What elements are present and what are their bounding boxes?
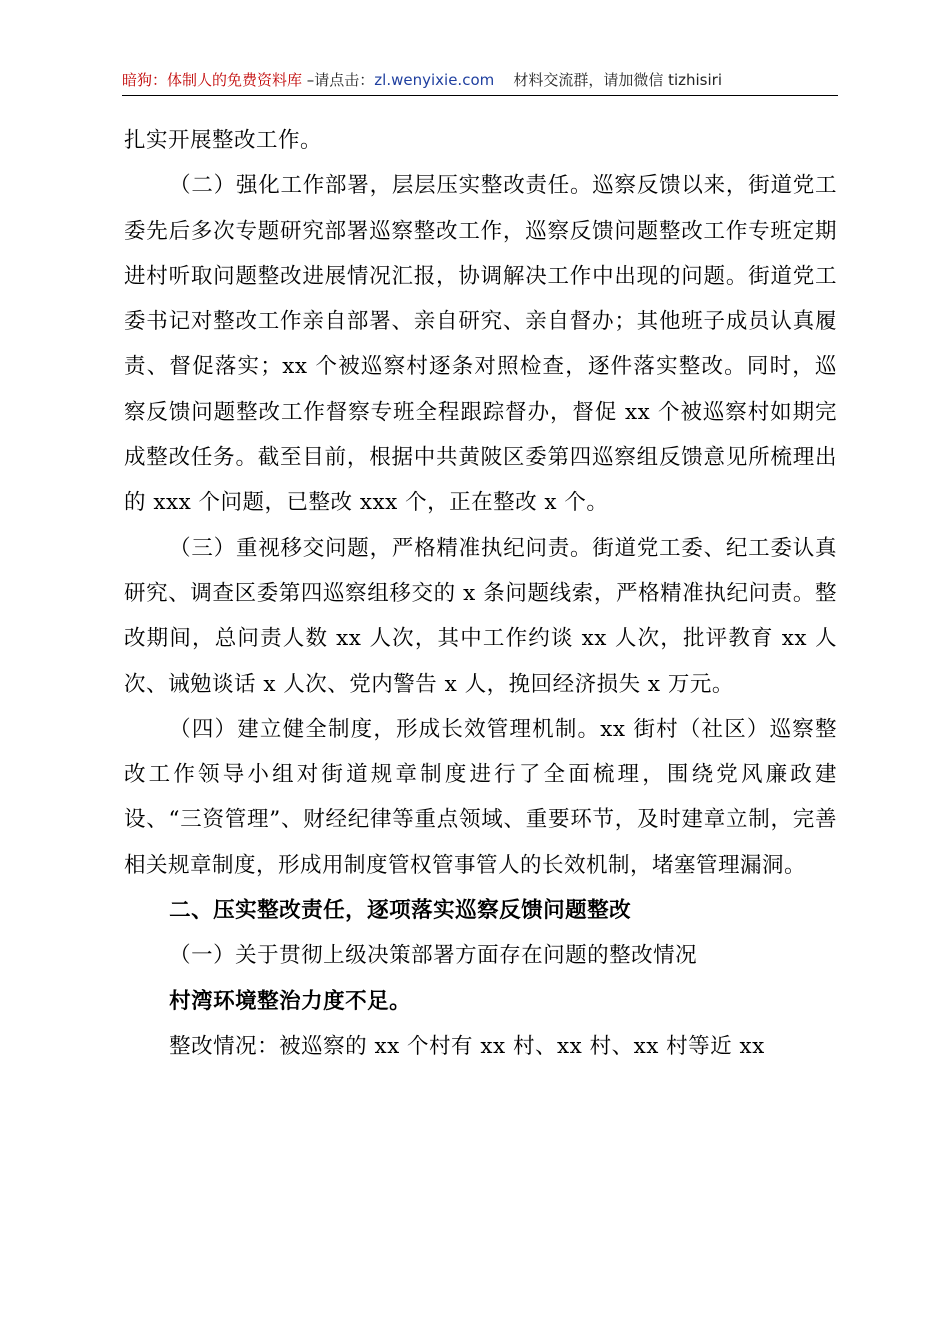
paragraph-work-deployment: （二）强化工作部署，层层压实整改责任。巡察反馈以来，街道党工委先后多次专题研究部署巡察整改工作，巡察反馈问题整改工作专班定期进村听取问题整改进展情况汇报，协调解决工作中出现的问题。街道党工委书记对整改工作亲自部署、亲自研究、亲自督办；其他班子成员认真履责、督促落实；xx 个被巡察村逐条对照检查，逐件落实整改。同时，巡察反馈问题整改工作督察专班全程跟踪督办，督促 xx 个被巡察村如期完成整改任务。截至目前，根据中共黄陂区委第四巡察组反馈意见所梳理出的 xxx 个问题，已整改 xxx 个，正在整改 x 个。 — [124, 173, 837, 516]
paragraph-transferred-issues: （三）重视移交问题，严格精准执纪问责。街道党工委、纪工委认真研究、调查区委第四巡察组移交的 x 条问题线索，严格精准执纪问责。整改期间，总问责人数 xx 人次，其中工作约谈 xx 人次，批评教育 xx 人次、诫勉谈话 x 人次、党内警告 x 人，挽回经济损失 x 万元。 — [124, 535, 837, 697]
document-body — [124, 118, 837, 1069]
page-header — [122, 66, 838, 94]
paragraph-continuation: 扎实开展整改工作。 — [124, 128, 323, 153]
header-url-link[interactable]: zl.wenyixie.com — [374, 71, 495, 89]
header-click-prompt: –请点击： — [302, 71, 375, 89]
sub-heading: （一）关于贯彻上级决策部署方面存在问题的整改情况 — [169, 943, 698, 969]
header-contact: 材料交流群，请加微信 tizhisiri — [513, 71, 722, 89]
section-heading: 二、压实整改责任，逐项落实巡察反馈问题整改 — [169, 898, 632, 924]
bold-item-title: 村湾环境整治力度不足。 — [169, 988, 412, 1014]
header-site-name: 暗狗：体制人的免费资料库 — [122, 71, 303, 89]
paragraph-rectification-status: 整改情况：被巡察的 xx 个村有 xx 村、xx 村、xx 村等近 xx — [169, 1033, 765, 1059]
header-divider — [122, 95, 838, 96]
paragraph-system-building: （四）建立健全制度，形成长效管理机制。xx 街村（社区）巡察整改工作领导小组对街道规章制度进行了全面梳理，围绕党风廉政建设、“三资管理”、财经纪律等重点领域、重要环节，及时建章立制，完善相关规章制度，形成用制度管权管事管人的长效机制，堵塞管理漏洞。 — [124, 716, 837, 878]
